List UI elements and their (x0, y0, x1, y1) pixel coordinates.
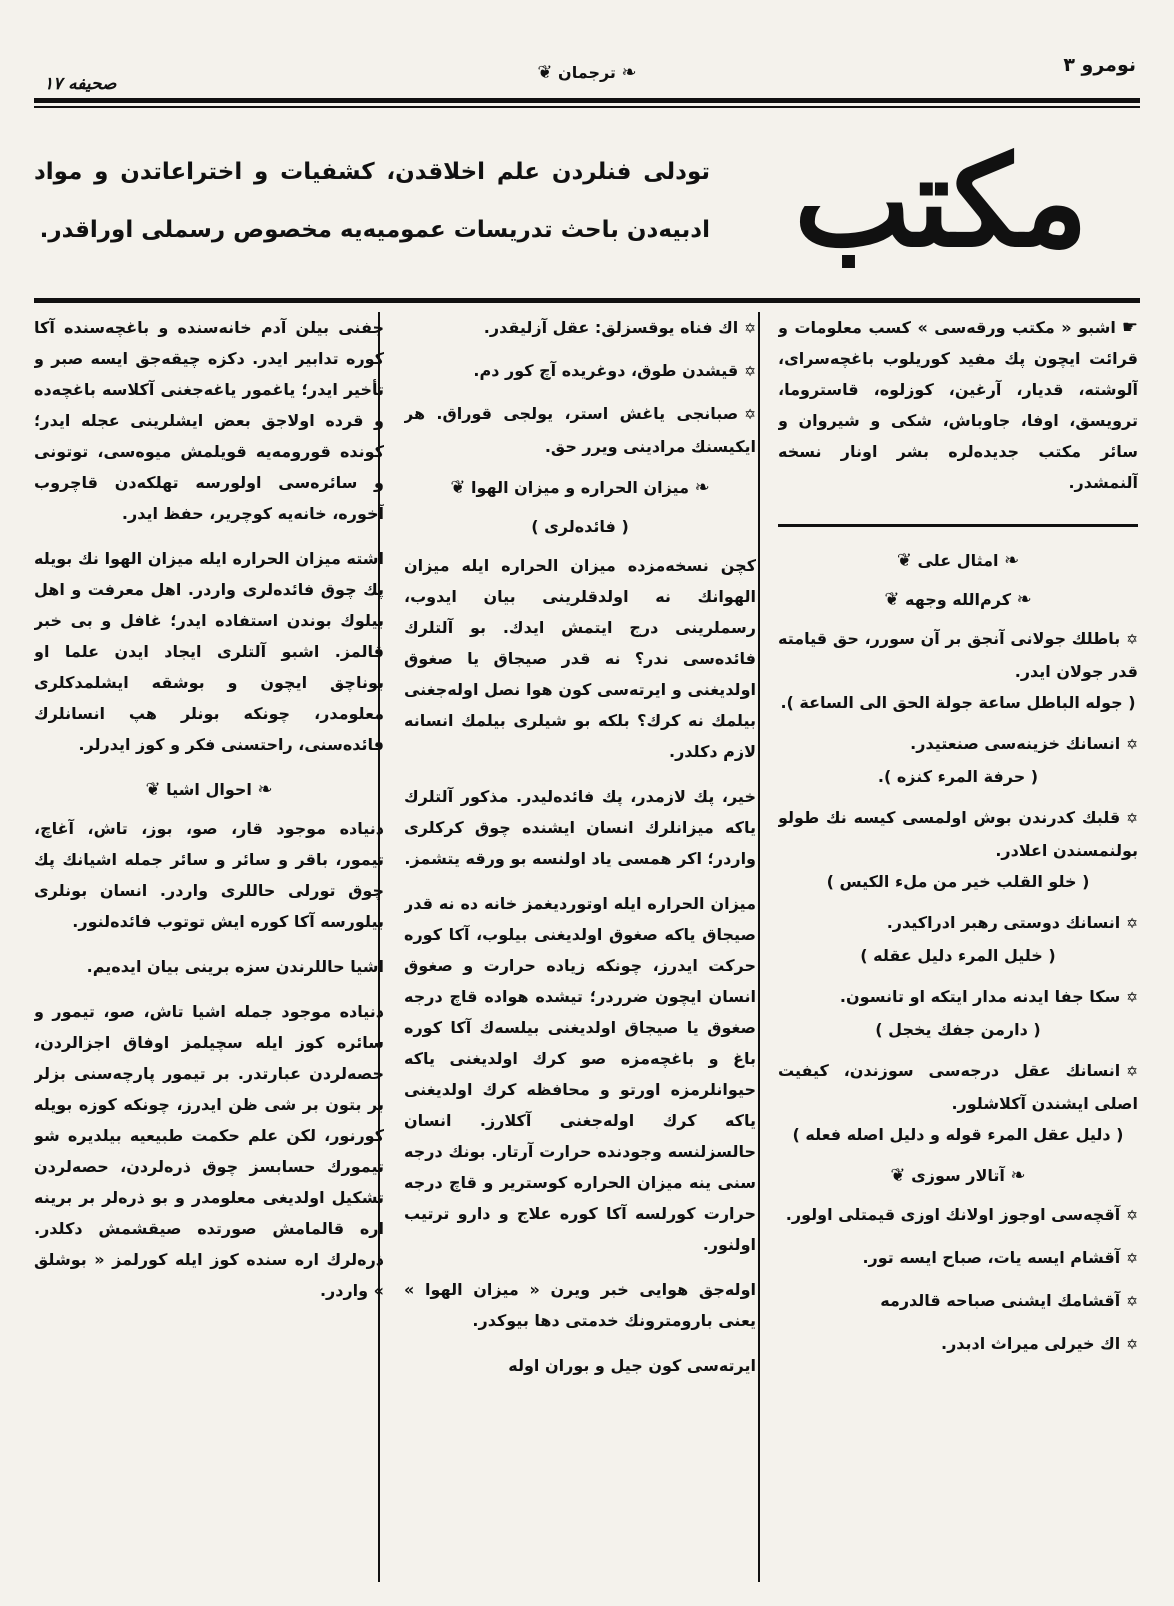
header-rule-thin (34, 106, 1140, 108)
article-paragraph: اوله‌جق هوایی خبر ویرن « میزان الهوا » یعنی بارومترونك خدمتی دها بیوکدر. (404, 1280, 756, 1330)
column-right (778, 312, 1138, 1582)
ornament-icon: ❧ (1004, 550, 1020, 571)
page-number: صحیفه ۱۷ (44, 74, 117, 94)
newspaper-title: ترجمان (558, 63, 616, 82)
article-subtitle: ( فائده‌لری ) (531, 517, 629, 536)
saying-item: ✡آقچه‌سی اوجوز اولانك اوزی قیمتلی اولور. (778, 1199, 1138, 1232)
article-paragraph: خیر، پك لازمدر، پك فائده‌لیدر. مذکور آلتلرك یاکه میزانلرك انسان ایشنده چوق کرکلری واردر؛ اکر همسی یاد اولنسه بو ورقه یتشمز. (404, 787, 756, 868)
page-header (30, 40, 1144, 100)
pointing-hand-icon: ☛ (1121, 317, 1138, 338)
issue-number: نومرو ۳ (1063, 54, 1136, 76)
ornament-icon: ❦ (145, 779, 161, 800)
proverb-item: ✡باطلك جولانی آنجق بر آن سورر، حق قیامته قدر جولان ایدر. ( جوله الباطل ساعة جولة الحق الی الساعة ). (778, 623, 1138, 718)
article-title-text: احوال اشیا (166, 780, 252, 799)
star-icon: ✡ (744, 407, 756, 423)
star-icon: ✡ (1126, 737, 1138, 753)
column-divider-right (758, 312, 760, 1582)
ornament-icon: ❦ (884, 589, 900, 610)
article-paragraph: ایرته‌سی کون جیل و بوران اوله (508, 1356, 756, 1375)
star-icon: ✡ (1126, 1294, 1138, 1310)
maxim-item: ✡قیشدن طوق، دوغریده آچ کور دم. (404, 355, 756, 388)
section-title-sayings (778, 1160, 1138, 1191)
intro-paragraph (778, 312, 1138, 498)
masthead-subtitle: تودلی فنلردن علم اخلاقدن، کشفیات و اختراعاتدن و مواد ادبیه‌دن باحث تدریسات عمومیه‌یه مخصوص رسملی اوراقدر. (34, 159, 710, 243)
proverb-item: ✡سکا جفا ایدنه مدار ایتکه او تانسون. ( دارمن جفك یخجل ) (778, 981, 1138, 1045)
ornament-icon: ❧ (1010, 1165, 1026, 1186)
ornament-right-icon: ❧ (621, 62, 637, 83)
maxim-item: ✡صبانجی یاغش استر، یولجی قوراق. هر ایکیسنك مرادینی ویرر حق. (404, 398, 756, 462)
star-icon: ✡ (744, 364, 756, 380)
article-title (34, 774, 384, 805)
ornament-left-icon: ❦ (537, 62, 553, 83)
star-icon: ✡ (744, 321, 756, 337)
star-icon: ✡ (1126, 916, 1138, 932)
star-icon: ✡ (1126, 990, 1138, 1006)
ornament-icon: ❦ (450, 477, 466, 498)
section-title-proverbs (778, 545, 1138, 576)
column-middle (404, 312, 756, 1582)
star-icon: ✡ (1126, 632, 1138, 648)
article-paragraph: اشیا حاللرندن سزه برینی بیان ایده‌یم. (86, 957, 384, 976)
intro-text: اشبو « مکتب ورقه‌سی » کسب معلومات و قرائت ایچون پك مفید کوریلوب باغچه‌سرای، آلوشته، قدیار، آرغین، کوزلوه، قاستروما، ترویسق، اوفا، جاوباش، شکی و شیروان و سائر مکتب جدیده‌لره بشر اونار نسخه آلنمشدر. (778, 318, 1138, 492)
saying-item: ✡اك خیرلی میراث ادبدر. (778, 1328, 1138, 1361)
ornament-icon: ❦ (896, 550, 912, 571)
section-title: آتالار سوزی (911, 1166, 1005, 1185)
column-left (34, 312, 384, 1582)
proverb-item: ✡انسانك عقل درجه‌سی سوزندن، کیفیت اصلی ایشندن آکلاشلور. ( دلیل عقل المرء قوله و دلیل اصله فعله ) (778, 1055, 1138, 1150)
masthead (34, 115, 1140, 295)
masthead-logo: مکتب (793, 130, 1089, 275)
star-icon: ✡ (1126, 1064, 1138, 1080)
article-title-text: میزان الحراره و میزان الهوا (471, 478, 689, 497)
ornament-icon: ❧ (257, 779, 273, 800)
article-paragraph: دنیاده موجود جمله اشیا تاش، صو، تیمور و سائره کوز ایله سچیلمز اوفاق اجزالردن، حصه‌لردن عبارتدر. بر تیمور پارچه‌سنی بزلر بر بتون بر شی ظن ایدرز، چونکه کوزه بویله کورنور، لکن علم حکمت طبیعیه بیلدیره شو تیمورك حسابسز چوق ذره‌لردن، حصه‌لردن تشکیل اولدیغی معلومدر و بو ذره‌لر بر برینه اره قالمامش صورتده صیقشمش دکلدر. ذره‌لرك اره سنده کوز ایله کورلمز « بوشلق » واردر. (34, 1002, 384, 1300)
section-separator (778, 524, 1138, 527)
newspaper-name (537, 62, 636, 83)
article-title (404, 472, 756, 503)
masthead-rule (34, 298, 1140, 303)
star-icon: ✡ (1126, 1337, 1138, 1353)
article-paragraph: جفنی بیلن آدم خانه‌سنده و باغچه‌سنده آکا کوره تدابیر ایدر. دکزه چیقه‌جق ایسه صبر و تأخیر ایدر؛ یاغمور یاغه‌جغنی آکلاسه باغچه‌ده و قرده اولاجق بعض ایشلرینی عجله ایدر؛ کونده قورومه‌یه قویلمش میوه‌سی، توتونی و سائره‌سی اولورسه تهلکه‌دن قاچروب آخوره، خانه‌یه کوچریر، حفظ ایدر. (34, 318, 384, 523)
star-icon: ✡ (1126, 1251, 1138, 1267)
star-icon: ✡ (1126, 811, 1138, 827)
proverb-item: ✡انسانك دوستی رهبر ادراکیدر. ( خلیل المرء دلیل عقله ) (778, 907, 1138, 971)
ornament-icon: ❧ (1016, 589, 1032, 610)
ornament-icon: ❦ (890, 1165, 906, 1186)
saying-item: ✡آقشامك ایشنی صباحه قالدرمه (778, 1285, 1138, 1318)
section-subtitle-text: کرم‌الله وجهه (904, 590, 1012, 609)
article-paragraph: اشته میزان الحراره ایله میزان الهوا نك بویله پك چوق فائده‌لری واردر. اهل معرفت و اهل بیلوك بوندن استفاده ایدر؛ غافل و بی خبر قالمز. اشبو آلتلری ایجاد ایدن علما او بوناچق ایچون و بوشقه ایشلمدکلری معلومدر، چونکه بونلر هپ انسانلرك فائده‌سنی، راحتسنی فکر و کوز ایدرلر. (34, 549, 384, 754)
section-title: امثال علی (917, 551, 999, 570)
article-paragraph: دنیاده موجود قار، صو، بوز، تاش، آغاچ، تیمور، باقر و سائر و سائر جمله اشیانك پك چوق تورلی حاللری واردر. انسان بونلری بیلورسه آکا کوره ایش توتوب فائده‌لنور. (34, 819, 384, 931)
maxim-item: ✡اك فناه یوقسزلق: عقل آزلیقدر. (404, 312, 756, 345)
proverb-item: ✡قلبك کدرندن بوش اولمسی کیسه نك طولو بولنمسندن اعلادر. ( خلو القلب خیر من ملء الکیس ) (778, 802, 1138, 897)
article-paragraph: کچن نسخه‌مزده میزان الحراره ایله میزان الهوانك نه اولدقلرینی بیان ایدوب، رسملرینی درج ایتمش ایدك. بو آلتلرك فائده‌سی ندر؟ نه قدر صیجاق یا صغوق اولدیغنی و ایرته‌سی کون هوا نصل اوله‌جغنی بیلمك نه کرك؟ بلکه بو شیلری بیلمك انسانه لازم دکلدر. (404, 556, 756, 761)
header-rule (34, 98, 1140, 103)
ornament-icon: ❧ (694, 477, 710, 498)
star-icon: ✡ (1126, 1208, 1138, 1224)
saying-item: ✡آقشام ایسه یات، صباح ایسه تور. (778, 1242, 1138, 1275)
proverb-item: ✡انسانك خزینه‌سی صنعتیدر. ( حرفة المرء کنزه ). (778, 728, 1138, 792)
section-subtitle (778, 584, 1138, 615)
article-paragraph: میزان الحراره ایله اوتوردیغمز خانه ده نه قدر صیجاق یاکه صغوق اولدیغنی بیلوب، آکا کوره حرکت ایدرز، چونکه زیاده حرارت و صغوق انسان ایچون ضرردر؛ تیشده هواده قاچ درجه صغوق یا صیجاق اولدیغنی بیلسه‌ك آکا کوره باغ و باغچه‌مزه صو کرك اولدیغنی یاکه حیوانلرمزه اورتو و محافظه کرك اولدیغنی یاکه کرك اوله‌جغنی آکلارز. انسان حالسزلنسه وجودنده حرارت آرتار. بونك درجه سنی ینه میزان الحراره کوستریر و قاچ درجه حرارت کورلسه آکا کوره علاج و دارو ترتیب اولنور. (404, 894, 756, 1254)
